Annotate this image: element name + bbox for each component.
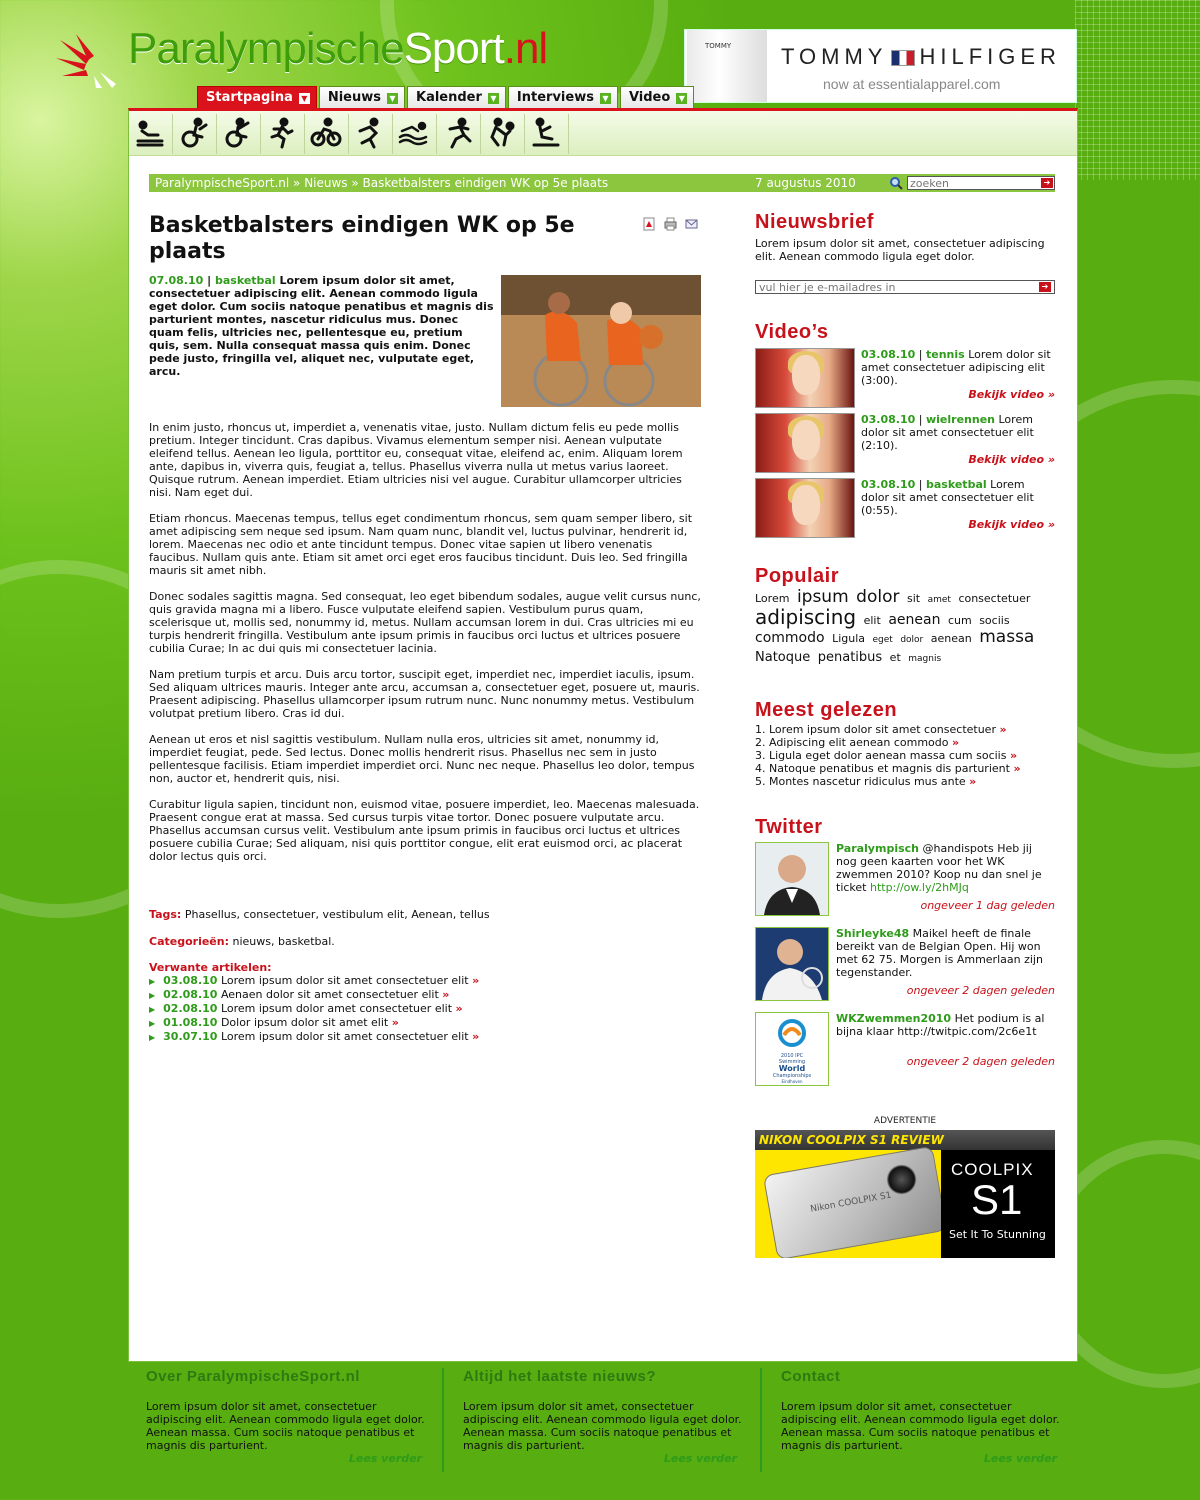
tag-cloud-word[interactable]: Natoque — [755, 650, 811, 665]
article-lead: 07.08.10 | basketbal Lorem ipsum dolor sit amet, consectetuer adipiscing elit. Aenean commodo ligula eget dolor. Cum sociis natoque penatibus et magnis dis parturient montes, nascetur ridiculus mus. Donec quam felis, ultricies nec, pellentesque eu, pretium quis, sem. Nulla consequat massa quis enim. Donec pede justo, fringilla vel, aliquet nec, vulputate eget, arcu. — [149, 274, 494, 378]
tweet-time: ongeveer 2 dagen geleden — [906, 1055, 1055, 1068]
video-item[interactable]: 03.08.10 | tennis Lorem dolor sit amet consectetuer adipiscing elit (3:00). Bekijk video » — [755, 348, 1055, 408]
tag-cloud-word[interactable]: sociis — [979, 614, 1010, 627]
arrow-down-icon: ▼ — [600, 93, 611, 104]
tag-cloud-word[interactable]: penatibus — [817, 650, 883, 665]
footer-divider — [442, 1368, 444, 1472]
search-submit-button[interactable]: ➔ — [1041, 178, 1053, 188]
footer-title: Altijd het laatste nieuws? — [463, 1368, 657, 1385]
tag-cloud-word[interactable]: cum — [947, 614, 972, 627]
tab-nieuws[interactable]: Nieuws ▼ — [319, 86, 405, 109]
avatar[interactable] — [755, 927, 829, 1001]
tweet-user[interactable]: Shirleyke48 — [836, 927, 910, 940]
tag-cloud-word[interactable]: adipiscing — [755, 605, 857, 629]
read-more-link[interactable]: Lees verder — [663, 1452, 737, 1465]
nikon-coolpix-ad[interactable]: NIKON COOLPIX S1 REVIEW Nikon COOLPIX S1 COOLPIX S1 Set It To Stunning — [755, 1130, 1055, 1258]
svg-text:Eindhoven: Eindhoven — [781, 1079, 803, 1084]
current-date: 7 augustus 2010 — [755, 176, 856, 190]
newsletter-title: Nieuwsbrief — [755, 211, 874, 233]
sport-1-icon[interactable] — [129, 114, 173, 154]
camera-image: Nikon COOLPIX S1 — [763, 1146, 947, 1258]
ad-shirt-image: TOMMY — [687, 30, 767, 102]
sport-10-icon[interactable] — [525, 114, 569, 154]
tag-cloud-word[interactable]: aenean — [930, 632, 972, 645]
tag-cloud-word[interactable]: et — [889, 651, 901, 664]
article-paragraph: Curabitur ligula sapien, tincidunt non, euismod vitae, posuere imperdiet, leo. Maecenas malesuada. Praesent congue erat at massa. Sed cursus turpis vitae tortor. Donec posuere vulputate arcu. Phasellus accumsan cursus velit. Vestibulum ante ipsum primis in faucibus orci luctus et ultrices posuere cubilia Curae; Sed aliquam, nisi quis porttitor congue, elit erat euismod orci, ac placerat dolor lectus quis orci. — [149, 798, 700, 863]
footer-divider — [760, 1368, 762, 1472]
most-read-item[interactable]: 3. Ligula eget dolor aenean massa cum sociis » — [755, 749, 1018, 762]
tag-cloud-word[interactable]: commodo — [755, 630, 825, 646]
article-paragraph: In enim justo, rhoncus ut, imperdiet a, venenatis vitae, justo. Nullam dictum felis eu pede mollis pretium. Integer tincidunt. Cras dapibus. Vivamus elementum semper nisi. Aenean vulputate eleifend tellus. Aenean leo ligula, porttitor eu, consequat vitae, eleifend ac, enim. Aliquam lorem ante, dapibus in, viverra quis, feugiat a, tellus. Phasellus viverra nulla ut metus varius laoreet. Quisque rutrum. Aenean imperdiet. Etiam ultricies nisi vel augue. Curabitur ullamcorper ultricies nisi. Nam eget dui. — [149, 421, 683, 499]
breadcrumb[interactable]: ParalympischeSport.nl » Nieuws » Basketbalsters eindigen WK op 5e plaats — [155, 176, 609, 190]
footer-title: Contact — [781, 1368, 841, 1385]
article-date: 07.08.10 — [149, 274, 204, 287]
sport-5-icon[interactable] — [305, 114, 349, 154]
tag-cloud-word[interactable]: aenean — [888, 612, 941, 628]
tag-cloud-word[interactable]: consectetuer — [958, 592, 1031, 605]
watch-video-link[interactable]: Bekijk video » — [968, 518, 1055, 531]
tag-cloud-word[interactable]: amet — [927, 595, 951, 605]
article-paragraph: Etiam rhoncus. Maecenas tempus, tellus eget condimentum rhoncus, sem quam semper libero, sit amet adipiscing sem neque sed ipsum. Nam quam nunc, blandit vel, luctus pulvinar, hendrerit id, lorem. Maecenas nec odio et ante tincidunt tempus. Donec vitae sapien ut libero venenatis faucibus. Nullam quis ante. Etiam sit amet orci eget eros faucibus tincidunt. Duis leo. Sed fringilla mauris sit amet nibh. — [149, 512, 693, 577]
video-thumbnail[interactable] — [755, 478, 855, 538]
tag-cloud-word[interactable]: Ligula — [832, 632, 865, 645]
video-thumbnail[interactable] — [755, 348, 855, 408]
newsletter-text: Lorem ipsum dolor sit amet, consectetuer adipiscing elit. Aenean commodo ligula eget dolor. — [755, 237, 1045, 263]
related-item[interactable]: ▶ 02.08.10 Aenaen dolor sit amet consectetuer elit » — [149, 988, 479, 1002]
content-page — [128, 108, 1078, 1362]
tab-video[interactable]: Video ▼ — [620, 86, 694, 109]
article-paragraph: Aenean ut eros et nisl sagittis vestibulum. Nullam nulla eros, ultricies sit amet, nonummy id, imperdiet feugiat, pede. Sed lectus. Donec mollis hendrerit risus. Phasellus nec sem in justo pellentesque facilisis. Etiam imperdiet imperdiet orci. Nunc nec neque. Phasellus leo dolor, tempus non, auctor et, hendrerit quis, nisi. — [149, 733, 695, 785]
most-read-item[interactable]: 1. Lorem ipsum dolor sit amet consectetuer » — [755, 723, 1007, 736]
svg-text:2010 IPC: 2010 IPC — [780, 1053, 804, 1059]
footer-text: Lorem ipsum dolor sit amet, consectetuer adipiscing elit. Aenean commodo ligula eget dolor. Aenean massa. Cum sociis natoque penatibus et magnis dis parturient. — [781, 1400, 1060, 1452]
footer-news — [463, 1368, 763, 1465]
article-title: Basketbalsters eindigen WK op 5e plaats — [149, 213, 575, 264]
twitter-title: Twitter — [755, 816, 823, 838]
pdf-icon[interactable] — [643, 217, 656, 231]
read-more-link[interactable]: Lees verder — [348, 1452, 422, 1465]
main-nav — [197, 86, 696, 108]
svg-text:Swimming: Swimming — [778, 1059, 806, 1065]
breadcrumb-bar — [149, 174, 1055, 192]
article-photo-wheelchair-basketball — [501, 275, 701, 407]
tag-cloud-word[interactable]: Lorem — [755, 592, 790, 605]
video-item[interactable]: 03.08.10 | wielrennen Lorem dolor sit amet consectetuer elit (2:10). Bekijk video » — [755, 413, 1055, 473]
most-read-item[interactable]: 4. Natoque penatibus et magnis dis parturient » — [755, 762, 1021, 775]
advertisement-label: ADVERTENTIE — [873, 1116, 937, 1126]
sport-8-icon[interactable] — [437, 114, 481, 154]
related-heading: Verwante artikelen: — [149, 961, 272, 974]
tweet-user[interactable]: WKZwemmen2010 — [836, 1012, 952, 1025]
video-item[interactable]: 03.08.10 | basketbal Lorem dolor sit amet consectetuer elit (0:55). Bekijk video » — [755, 478, 1055, 538]
newsletter-submit-button[interactable]: ➔ — [1039, 282, 1051, 292]
tag-cloud-word[interactable]: ipsum — [796, 587, 849, 607]
article-tools — [643, 217, 698, 231]
related-item[interactable]: ▶ 30.07.10 Lorem ipsum dolor sit amet consectetuer elit » — [149, 1030, 479, 1044]
svg-text:World: World — [778, 1064, 806, 1073]
most-read-title: Meest gelezen — [755, 699, 898, 721]
sports-bar — [129, 111, 1077, 156]
article-paragraph: Donec sodales sagittis magna. Sed consequat, leo eget bibendum sodales, augue velit cursus nunc, quis gravida magna mi a libero. Fusce vulputate eleifend sapien. Vestibulum purus quam, scelerisque ut, mollis sed, nonummy id, metus. Nullam accumsan lorem in dui. Cras ultricies mi eu turpis hendrerit fringilla. Vestibulum ante ipsum primis in faucibus orci luctus et ultrices posuere cubilia Curae; In ac dui quis mi consectetuer lacinia. — [149, 590, 701, 655]
arrow-down-icon: ▼ — [387, 93, 398, 104]
newsletter-email-input[interactable] — [755, 280, 1055, 294]
email-icon[interactable] — [685, 217, 698, 231]
tweet-time: ongeveer 1 dag geleden — [920, 899, 1055, 912]
related-item[interactable]: ▶ 02.08.10 Lorem ipsum dolor amet consectetuer elit » — [149, 1002, 479, 1016]
article-categories: Categorieën: nieuws, basketbal. — [149, 935, 335, 948]
tab-kalender[interactable]: Kalender ▼ — [407, 86, 506, 109]
search-box — [889, 176, 1055, 190]
related-articles — [149, 974, 479, 1044]
background-grid — [1075, 0, 1200, 180]
flag-icon — [891, 50, 915, 66]
article-paragraph: Nam pretium turpis et arcu. Duis arcu tortor, suscipit eget, imperdiet nec, imperdiet iaculis, ipsum. Sed aliquam ultrices mauris. Integer ante arcu, accumsan a, consectetuer eget, posuere ut, mauris. Praesent adipiscing. Phasellus ullamcorper ipsum rutrum nunc. Nunc nonummy metus. Vestibulum volutpat pretium libero. Cras id dui. — [149, 668, 700, 720]
footer-about — [146, 1368, 446, 1465]
sport-4-icon[interactable] — [261, 114, 305, 154]
popular-title: Populair — [755, 565, 840, 587]
search-icon — [889, 176, 903, 190]
arrow-down-icon: ▼ — [488, 93, 499, 104]
logo-burst-icon — [56, 32, 128, 88]
article-category[interactable]: basketbal — [214, 274, 276, 287]
tweet-link[interactable]: http://ow.ly/2hMJq — [869, 881, 969, 894]
tweet-user[interactable]: Paralympisch — [836, 842, 919, 855]
videos-title: Video’s — [755, 321, 829, 343]
related-item[interactable]: ▶ 03.08.10 Lorem ipsum dolor sit amet consectetuer elit » — [149, 974, 479, 988]
swimming-championship-logo-icon — [756, 1013, 828, 1085]
video-thumbnail[interactable] — [755, 413, 855, 473]
sport-3-icon[interactable] — [217, 114, 261, 154]
sport-7-icon[interactable] — [393, 114, 437, 154]
tweet: Paralympisch @handispots Heb jij nog geen kaarten voor het WK zwemmen 2010? Koop nu dan snel je ticket http://ow.ly/2hMJq ongeveer 1 dag geleden — [755, 842, 1055, 916]
most-read-item[interactable]: 2. Adipiscing elit aenean commodo » — [755, 736, 960, 749]
footer-title: Over ParalympischeSport.nl — [146, 1368, 360, 1385]
logo-text: ParalympischeSport.nl — [128, 24, 548, 73]
tommy-hilfiger-ad[interactable] — [684, 29, 1077, 103]
article-body — [149, 421, 705, 876]
tag-cloud-word[interactable]: eget — [872, 635, 893, 645]
most-read-list — [755, 723, 1021, 788]
tag-cloud-word[interactable]: dolor — [900, 635, 924, 645]
tweet: 2010 IPC Swimming World Championships Eindhoven WKZwemmen2010 Het podium is al bijna klaar http://twitpic.com/2c6e1t ongeveer 2 dagen geleden — [755, 1012, 1055, 1086]
tab-interviews[interactable]: Interviews ▼ — [508, 86, 618, 109]
tag-cloud-word[interactable]: magnis — [908, 654, 942, 664]
footer-text: Lorem ipsum dolor sit amet, consectetuer adipiscing elit. Aenean commodo ligula eget dolor. Aenean massa. Cum sociis natoque penatibus et magnis dis parturient. — [463, 1400, 742, 1452]
avatar[interactable] — [755, 1012, 829, 1086]
ad-brand: TOMMY HILFIGER — [781, 44, 1061, 69]
sport-6-icon[interactable] — [349, 114, 393, 154]
article-lead-text: Lorem ipsum dolor sit amet, consectetuer adipiscing elit. Aenean commodo ligula eget dolor. Cum sociis natoque penatibus et magnis dis parturient montes, nascetur ridiculus mus. Donec quam felis, ultricies nec, pellentesque eu, pretium quis, sem. Nulla consequat massa quis enim. Donec pede justo, fringilla vel, aliquet nec, vulputate eget, arcu. — [149, 274, 494, 378]
tab-startpagina[interactable]: Startpagina ▼ — [197, 86, 317, 109]
site-logo[interactable] — [56, 24, 676, 88]
category-list[interactable]: nieuws, basketbal. — [232, 935, 335, 948]
ad-tagline: now at essentialapparel.com — [823, 76, 1001, 92]
sport-9-icon[interactable] — [481, 114, 525, 154]
ad-banner-title: NIKON COOLPIX S1 REVIEW — [755, 1130, 1055, 1150]
most-read-item[interactable]: 5. Montes nascetur ridiculus mus ante » — [755, 775, 977, 788]
watch-video-link[interactable]: Bekijk video » — [968, 453, 1055, 466]
print-icon[interactable] — [664, 217, 677, 231]
tweet-time: ongeveer 2 dagen geleden — [906, 984, 1055, 997]
tag-cloud-word[interactable]: elit — [863, 614, 881, 627]
footer-contact — [781, 1368, 1081, 1465]
tag-list[interactable]: Phasellus, consectetuer, vestibulum elit, Aenean, tellus — [184, 908, 490, 921]
tag-cloud — [755, 589, 1055, 668]
tag-cloud-word[interactable]: dolor — [856, 587, 900, 607]
read-more-link[interactable]: Lees verder — [983, 1452, 1057, 1465]
arrow-down-icon: ▼ — [299, 93, 310, 104]
footer-text: Lorem ipsum dolor sit amet, consectetuer adipiscing elit. Aenean commodo ligula eget dolor. Aenean massa. Cum sociis natoque penatibus et magnis dis parturient. — [146, 1400, 425, 1452]
watch-video-link[interactable]: Bekijk video » — [968, 388, 1055, 401]
related-item[interactable]: ▶ 01.08.10 Dolor ipsum dolor sit amet elit » — [149, 1016, 479, 1030]
tag-cloud-word[interactable]: sit — [906, 592, 921, 605]
avatar[interactable] — [755, 842, 829, 916]
arrow-down-icon: ▼ — [676, 93, 687, 104]
sport-2-icon[interactable] — [173, 114, 217, 154]
article-tags: Tags: Phasellus, consectetuer, vestibulum elit, Aenean, tellus — [149, 908, 490, 921]
tag-cloud-word[interactable]: massa — [979, 627, 1035, 647]
search-input[interactable] — [907, 176, 1055, 190]
tweet: Shirleyke48 Maikel heeft de finale bereikt van de Belgian Open. Hij won met 62 75. Morgen is Ammerlaan zijn tegenstander. ongeveer 2 dagen geleden — [755, 927, 1055, 1001]
svg-text:Championships: Championships — [772, 1073, 812, 1079]
